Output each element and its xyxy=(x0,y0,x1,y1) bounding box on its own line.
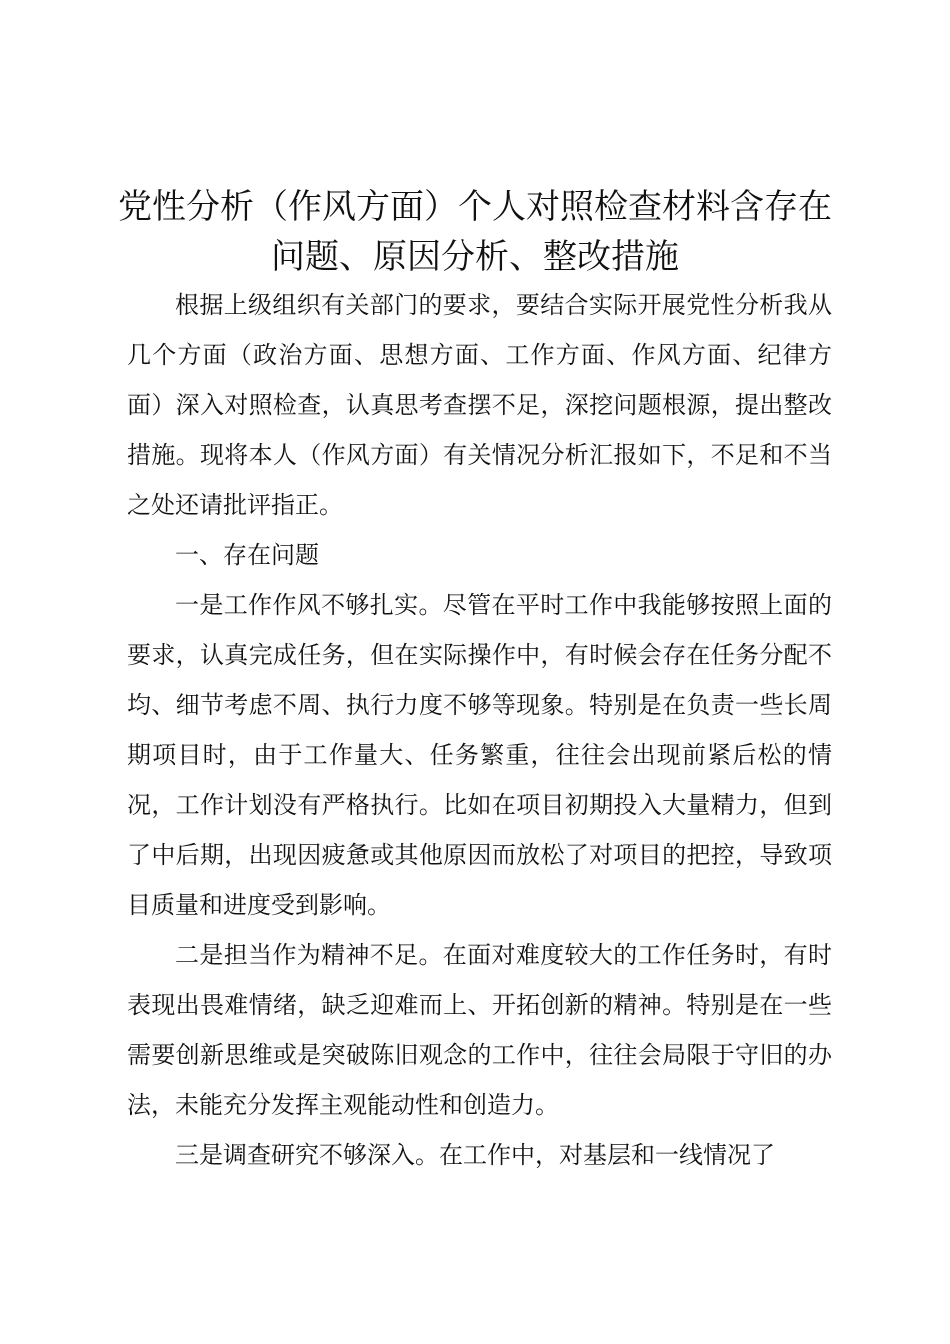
document-body xyxy=(127,280,832,1180)
paragraph-problem-3: 三是调查研究不够深入。在工作中，对基层和一线情况了 xyxy=(175,1141,775,1169)
paragraph-problem-2: 二是担当作为精神不足。在面对难度较大的工作任务时，有时表现出畏难情绪，缺乏迎难而上、开拓创新的精神。特别是在一些需要创新思维或是突破陈旧观念的工作中，往往会局限于守旧的办法，未能充分发挥主观能动性和创造力。 xyxy=(127,941,832,1119)
paragraph-intro: 根据上级组织有关部门的要求，要结合实际开展党性分析我从几个方面（政治方面、思想方面、工作方面、作风方面、纪律方面）深入对照检查，认真思考查摆不足，深挖问题根源，提出整改措施。现将本人（作风方面）有关情况分析汇报如下，不足和不当之处还请批评指正。 xyxy=(127,291,832,519)
document-title: 党性分析（作风方面）个人对照检查材料含存在问题、原因分析、整改措施 xyxy=(118,187,832,277)
section-heading-problems: 一、存在问题 xyxy=(175,541,319,569)
paragraph-problem-1: 一是工作作风不够扎实。尽管在平时工作中我能够按照上面的要求，认真完成任务，但在实际操作中，有时候会存在任务分配不均、细节考虑不周、执行力度不够等现象。特别是在负责一些长周期项目时，由于工作量大、任务繁重，往往会出现前紧后松的情况，工作计划没有严格执行。比如在项目初期投入大量精力，但到了中后期，出现因疲惫或其他原因而放松了对项目的把控，导致项目质量和进度受到影响。 xyxy=(127,591,832,919)
